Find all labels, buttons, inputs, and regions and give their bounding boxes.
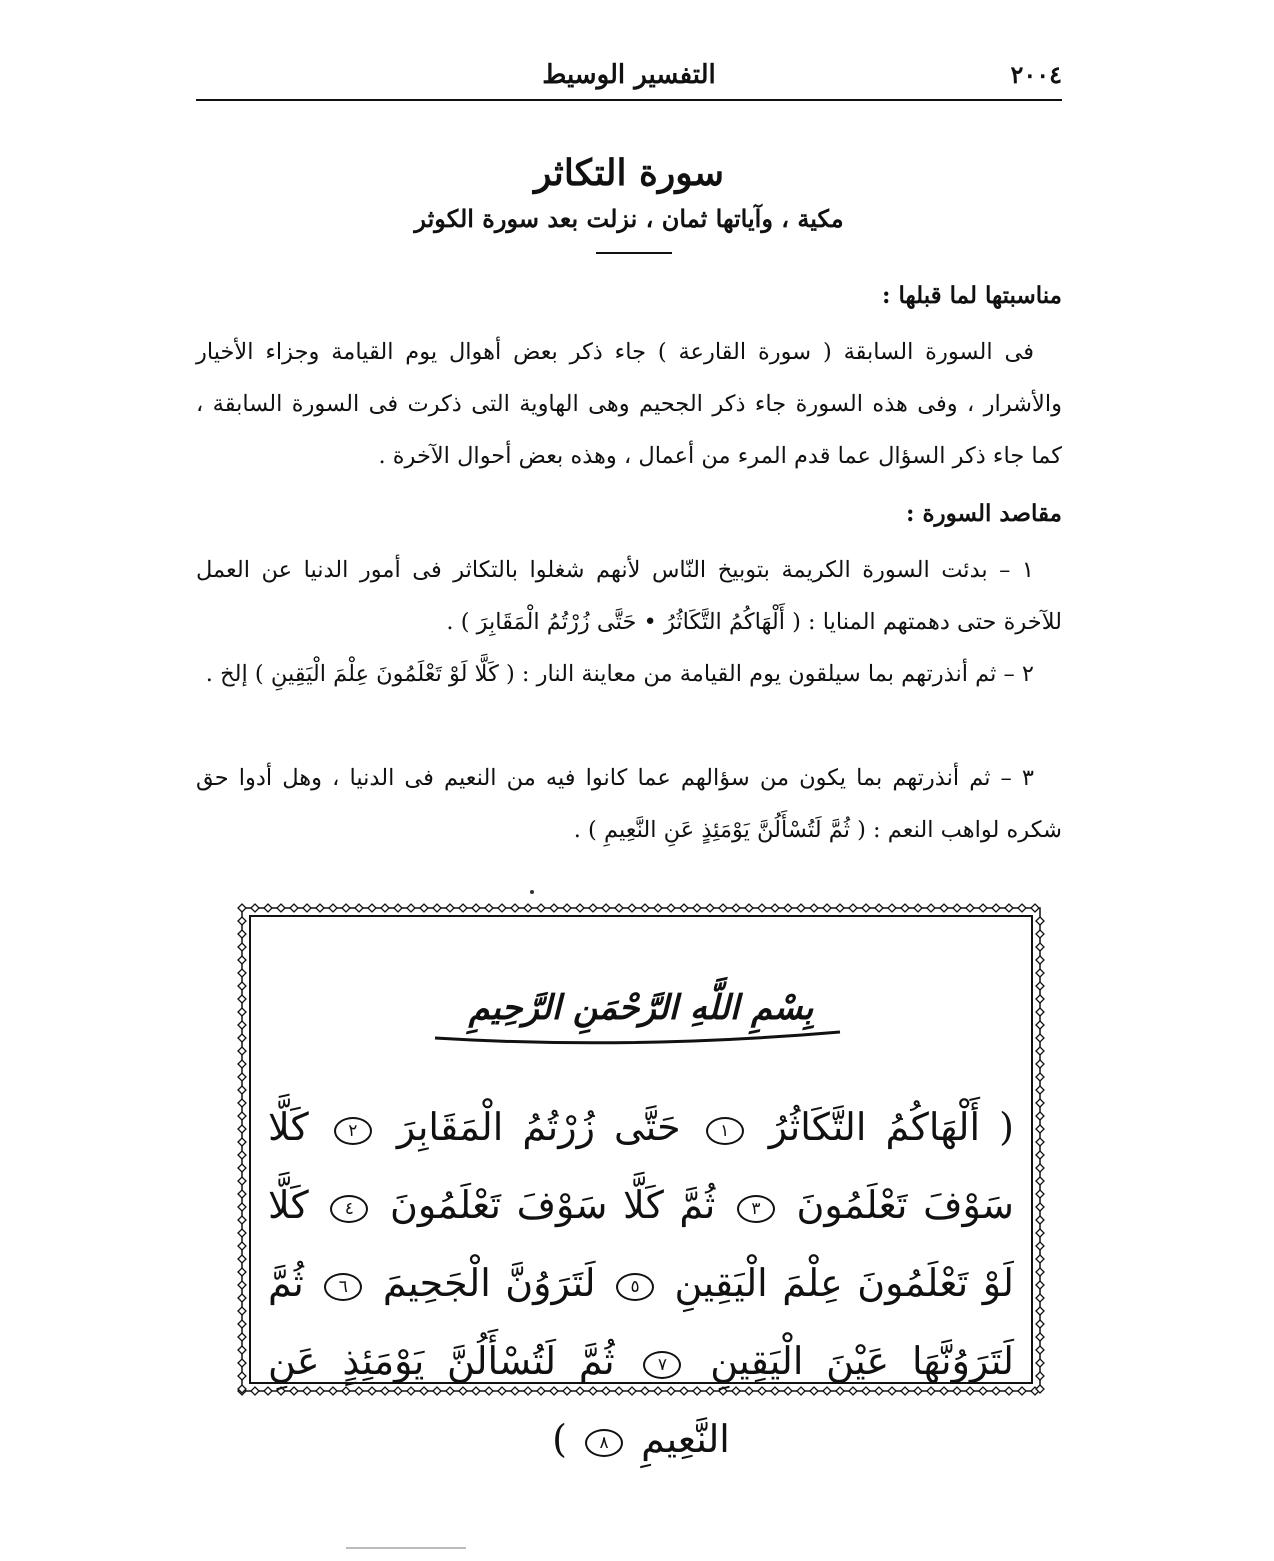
border-diamond xyxy=(251,1387,259,1395)
border-diamond xyxy=(992,904,1000,912)
border-diamond xyxy=(303,904,311,912)
border-diamond xyxy=(771,904,779,912)
border-diamond xyxy=(238,1047,246,1055)
border-diamond xyxy=(1018,1387,1026,1395)
border-diamond xyxy=(1036,1164,1044,1172)
border-diamond xyxy=(927,904,935,912)
open-bracket: ( xyxy=(999,1105,1014,1149)
close-bracket: ) xyxy=(552,1417,567,1461)
border-diamond xyxy=(966,904,974,912)
border-diamond xyxy=(238,943,246,951)
border-diamond xyxy=(238,1242,246,1250)
surah-subtitle: مكية ، وآياتها ثمان ، نزلت بعد سورة الكوثر xyxy=(414,204,844,233)
border-diamond xyxy=(849,904,857,912)
border-diamond xyxy=(1036,1242,1044,1250)
border-diamond xyxy=(238,1060,246,1068)
border-diamond xyxy=(238,1372,246,1380)
border-diamond xyxy=(1005,904,1013,912)
title-divider xyxy=(596,252,672,254)
border-diamond xyxy=(238,917,246,925)
border-diamond xyxy=(654,904,662,912)
border-diamond xyxy=(381,904,389,912)
border-diamond xyxy=(602,904,610,912)
border-diamond xyxy=(238,904,246,912)
border-diamond xyxy=(238,1086,246,1094)
scan-edge-mark xyxy=(346,1547,466,1549)
border-diamond xyxy=(1036,1216,1044,1224)
purpose-3 xyxy=(196,752,1062,856)
border-diamond xyxy=(238,1190,246,1198)
basmala: بِسْمِ اللَّهِ الرَّحْمَنِ الرَّحِيمِ xyxy=(468,988,814,1028)
border-diamond xyxy=(459,904,467,912)
border-diamond xyxy=(264,904,272,912)
border-diamond xyxy=(238,1125,246,1133)
border-diamond xyxy=(238,1073,246,1081)
border-diamond xyxy=(238,1294,246,1302)
border-diamond xyxy=(433,904,441,912)
relation-text: فى السورة السابقة ( سورة القارعة ) جاء ذكر بعض أهوال يوم القيامة وجزاء الأخيار والأشرار ، وفى هذه السورة جاء ذكر الجحيم وهى الهاوية التى ذكرت فى السورة السابقة ، كما جاء ذكر السؤال عما قدم المرء من أعمال ، وهذه بعض أحوال الآخرة . xyxy=(196,339,1062,469)
border-diamond xyxy=(680,904,688,912)
ayah-number-marker: ٦ xyxy=(324,1273,362,1301)
border-diamond xyxy=(1036,1255,1044,1263)
purpose-2-text: ٢ – ثم أنذرتهم بما سيلقون يوم القيامة من معاينة النار : ( كَلَّا لَوْ تَعْلَمُونَ عِلْمَ الْيَقِينِ ) إلخ . xyxy=(205,661,1034,687)
border-diamond xyxy=(1036,1281,1044,1289)
border-diamond xyxy=(238,1320,246,1328)
border-diamond xyxy=(797,904,805,912)
border-diamond xyxy=(589,904,597,912)
border-diamond xyxy=(238,969,246,977)
header-rule xyxy=(196,99,1062,101)
border-diamond xyxy=(290,904,298,912)
border-diamond xyxy=(823,904,831,912)
border-diamond xyxy=(238,1216,246,1224)
border-diamond xyxy=(1036,1203,1044,1211)
surah-title: سورة التكاثر xyxy=(533,152,725,194)
border-diamond xyxy=(1031,904,1039,912)
border-diamond xyxy=(407,904,415,912)
border-diamond xyxy=(368,904,376,912)
border-diamond xyxy=(1036,1125,1044,1133)
ayah-number-marker: ٣ xyxy=(737,1195,775,1223)
border-diamond xyxy=(238,1164,246,1172)
border-diamond xyxy=(784,904,792,912)
border-diamond xyxy=(420,904,428,912)
border-diamond xyxy=(1036,1372,1044,1380)
border-diamond xyxy=(329,904,337,912)
border-diamond xyxy=(563,904,571,912)
border-diamond xyxy=(1036,917,1044,925)
border-diamond xyxy=(1036,1294,1044,1302)
print-speck xyxy=(530,890,534,894)
border-diamond xyxy=(1036,1190,1044,1198)
border-diamond xyxy=(1018,904,1026,912)
ayah-number-marker: ١ xyxy=(706,1117,744,1145)
border-diamond xyxy=(238,1151,246,1159)
border-diamond xyxy=(238,1346,246,1354)
border-diamond xyxy=(238,1099,246,1107)
border-diamond xyxy=(394,904,402,912)
border-diamond xyxy=(1036,1177,1044,1185)
border-diamond xyxy=(1036,1086,1044,1094)
purpose-1 xyxy=(196,544,1062,648)
ayah-number-marker: ٨ xyxy=(585,1429,623,1457)
border-diamond xyxy=(1036,1073,1044,1081)
border-diamond xyxy=(238,1333,246,1341)
border-diamond xyxy=(498,904,506,912)
border-diamond xyxy=(238,1112,246,1120)
border-diamond xyxy=(862,904,870,912)
purpose-2 xyxy=(196,648,1062,700)
relation-heading: مناسبتها لما قبلها : xyxy=(881,282,1062,309)
border-diamond xyxy=(238,1034,246,1042)
border-diamond xyxy=(1036,1047,1044,1055)
border-diamond xyxy=(914,904,922,912)
basmala-flourish xyxy=(430,1024,850,1046)
page-number: ٢٠٠٤ xyxy=(1010,60,1062,89)
border-diamond xyxy=(238,1281,246,1289)
ayah-number-marker: ٧ xyxy=(643,1351,681,1379)
border-diamond xyxy=(1036,1268,1044,1276)
ayah-number-marker: ٢ xyxy=(334,1117,372,1145)
border-diamond xyxy=(836,904,844,912)
book-title: التفسير الوسيط xyxy=(542,60,716,90)
border-diamond xyxy=(628,904,636,912)
border-diamond xyxy=(1036,1138,1044,1146)
border-diamond xyxy=(1036,1346,1044,1354)
border-diamond xyxy=(238,1229,246,1237)
border-diamond xyxy=(667,904,675,912)
border-diamond xyxy=(251,904,259,912)
border-diamond xyxy=(355,904,363,912)
purpose-3-text: ٣ – ثم أنذرتهم بما يكون من سؤالهم عما كانوا فيه من النعيم فى الدنيا ، وهل أدوا حق شكره لواهب النعم : ( ثُمَّ لَتُسْأَلُنَّ يَوْمَئِذٍ عَنِ النَّعِيمِ ) . xyxy=(196,765,1062,843)
border-diamond xyxy=(238,1177,246,1185)
purposes-heading: مقاصد السورة : xyxy=(905,500,1062,527)
ayah-number-marker: ٥ xyxy=(616,1273,654,1301)
border-diamond xyxy=(693,904,701,912)
border-diamond xyxy=(810,904,818,912)
border-diamond xyxy=(1036,943,1044,951)
border-diamond xyxy=(1036,1151,1044,1159)
border-diamond xyxy=(1036,1034,1044,1042)
verse-text: ثُمَّ لَتُسْأَلُنَّ يَوْمَئِذٍ عَنِ النَّعِيمِ xyxy=(268,1339,730,1461)
verse-text: أَلْهَاكُمُ التَّكَاثُرُ xyxy=(768,1105,981,1149)
border-diamond xyxy=(641,904,649,912)
verse-text: كَلَّا سَوْفَ تَعْلَمُونَ xyxy=(268,1105,1014,1227)
border-diamond xyxy=(238,1203,246,1211)
border-diamond xyxy=(1036,969,1044,977)
border-diamond xyxy=(953,904,961,912)
border-diamond xyxy=(1036,1359,1044,1367)
border-diamond xyxy=(277,904,285,912)
border-diamond xyxy=(888,904,896,912)
border-diamond xyxy=(238,1268,246,1276)
border-diamond xyxy=(524,904,532,912)
border-diamond xyxy=(485,904,493,912)
border-diamond xyxy=(238,1307,246,1315)
border-diamond xyxy=(238,930,246,938)
border-diamond xyxy=(576,904,584,912)
border-diamond xyxy=(979,904,987,912)
border-diamond xyxy=(238,1359,246,1367)
border-diamond xyxy=(472,904,480,912)
border-diamond xyxy=(615,904,623,912)
border-diamond xyxy=(1036,956,1044,964)
border-diamond xyxy=(1036,930,1044,938)
verse-text: لَتَرَوُنَّ الْجَحِيمَ xyxy=(382,1261,596,1305)
border-diamond xyxy=(875,904,883,912)
border-diamond xyxy=(446,904,454,912)
ayah-number-marker: ٤ xyxy=(330,1195,368,1223)
border-diamond xyxy=(1036,1320,1044,1328)
border-diamond xyxy=(1036,1112,1044,1120)
border-diamond xyxy=(238,1138,246,1146)
border-diamond xyxy=(238,956,246,964)
border-diamond xyxy=(732,904,740,912)
border-diamond xyxy=(940,904,948,912)
border-diamond xyxy=(719,904,727,912)
border-diamond xyxy=(745,904,753,912)
border-diamond xyxy=(316,904,324,912)
border-diamond xyxy=(758,904,766,912)
verse-text: كَلَّا لَوْ تَعْلَمُونَ عِلْمَ الْيَقِينِ xyxy=(268,1183,1014,1305)
running-header xyxy=(196,58,1062,92)
relation-paragraph xyxy=(196,326,1062,482)
border-diamond xyxy=(550,904,558,912)
border-diamond xyxy=(342,904,350,912)
purpose-1-text: ١ – بدئت السورة الكريمة بتوبيخ النّاس لأنهم شغلوا بالتكاثر فى أمور الدنيا عن العمل للآخرة حتى دهمتهم المنايا : ( أَلْهَاكُمُ التَّكَاثُرُ • حَتَّى زُرْتُمُ الْمَقَابِرَ ) . xyxy=(196,557,1062,635)
border-diamond xyxy=(1036,1099,1044,1107)
border-diamond xyxy=(238,1255,246,1263)
verse-list xyxy=(268,1105,1014,1461)
verse-text: ثُمَّ كَلَّا سَوْفَ تَعْلَمُونَ xyxy=(389,1183,716,1227)
border-diamond xyxy=(706,904,714,912)
border-diamond xyxy=(901,904,909,912)
verse-text: حَتَّى زُرْتُمُ الْمَقَابِرَ xyxy=(396,1105,681,1149)
quran-verses xyxy=(268,1088,1014,1478)
border-diamond xyxy=(1036,1333,1044,1341)
verse-text: ثُمَّ لَتَرَوُنَّهَا عَيْنَ الْيَقِينِ xyxy=(268,1261,1014,1383)
border-diamond xyxy=(1036,1307,1044,1315)
border-diamond xyxy=(1036,1060,1044,1068)
border-diamond xyxy=(1036,1229,1044,1237)
border-diamond xyxy=(537,904,545,912)
border-diamond xyxy=(511,904,519,912)
